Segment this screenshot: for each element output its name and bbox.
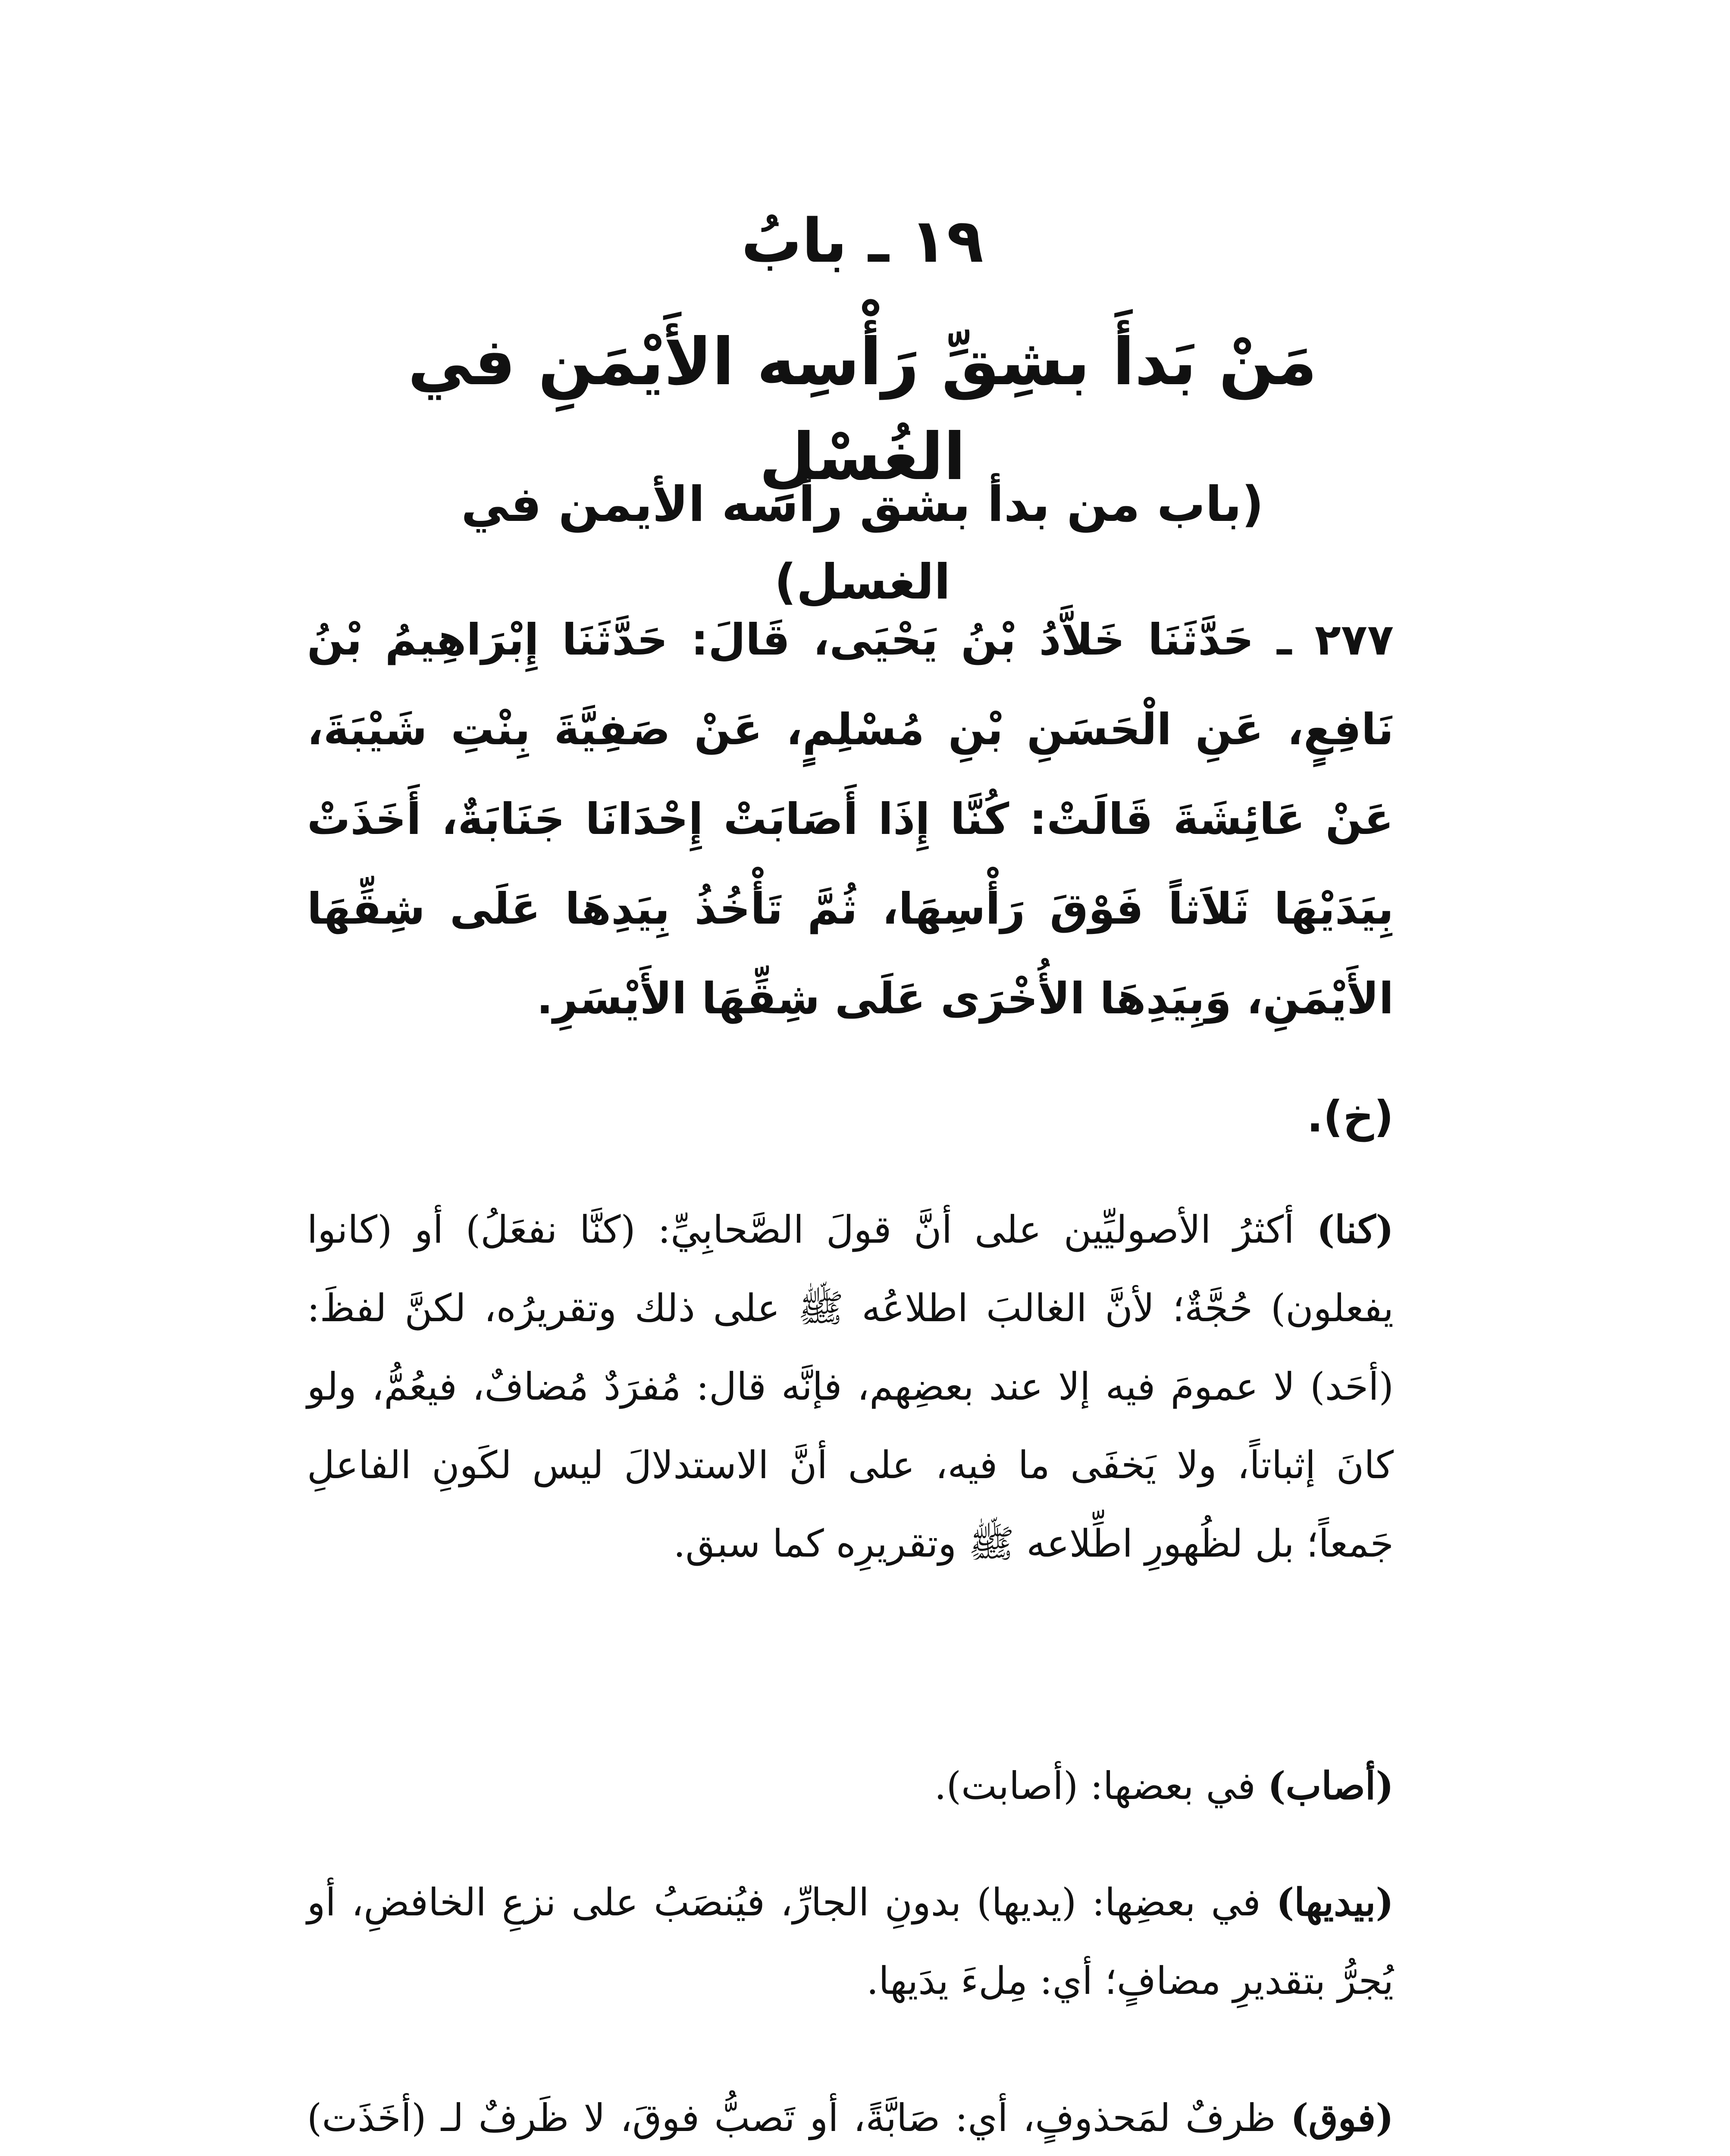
commentary-keyword: (فوق): [1290, 2095, 1394, 2140]
commentary-title: (باب من بدأ بشق رأسه الأيمن في الغسل): [461, 476, 1264, 610]
chapter-title: مَنْ بَدأَ بشِقِّ رَأْسِه الأَيْمَنِ في الغُسْلِ: [407, 325, 1317, 495]
hadith-source: (خ).: [1307, 1091, 1394, 1142]
chapter-number: ١٩ ـ بابُ: [741, 206, 984, 276]
commentary-keyword: (كنا): [1316, 1207, 1394, 1252]
commentary-text: ظرفٌ لمَحذوفٍ، أي: صَابَّةً، أو تَصبُّ فوقَ، لا ظَرفٌ لـ (أخَذَت): [307, 2096, 1276, 2140]
commentary-paragraph: [307, 2078, 1394, 2156]
commentary-text: أكثرُ الأصوليِّين على أنَّ قولَ الصَّحابِيِّ: (كنَّا نفعَلُ) أو (كانوا يفعلون) حُجَّةٌ؛ لأنَّ الغالبَ اطلاعُه ﷺ على ذلك وتقريرُه، لكنَّ لفظَ: (أحَد) لا عمومَ فيه إلا عند بعضِهم، فإنَّه قال: مُفرَدٌ مُضافٌ، فيعُمُّ، ولو كانَ إثباتاً، ولا يَخفَى ما فيه، على أنَّ الاستدلالَ ليس لكَونِ الفاعلِ جَمعاً؛ بل لظُهورِ اطِّلاعه ﷺ وتقريرِه كما سبق.: [307, 1207, 1394, 1566]
commentary-paragraph: [307, 1190, 1394, 1583]
commentary-paragraph: [307, 1746, 1394, 1825]
commentary-text: في بعضها: (أصابت).: [934, 1764, 1268, 1808]
hadith-text: ٢٧٧ ـ حَدَّثَنَا خَلاَّدُ بْنُ يَحْيَى، قَالَ: حَدَّثَنَا إِبْرَاهِيمُ بْنُ نَافِعٍ، عَنِ الْحَسَنِ بْنِ مُسْلِمٍ، عَنْ صَفِيَّةَ بِنْتِ شَيْبَةَ، عَنْ عَائِشَةَ قَالَتْ: كُنَّا إِذَا أَصَابَتْ إِحْدَانَا جَنَابَةٌ، أَخَذَتْ بِيَدَيْهَا ثَلاَثاً فَوْقَ رَأْسِهَا، ثُمَّ تَأْخُذُ بِيَدِهَا عَلَى شِقِّهَا الأَيْمَنِ، وَبِيَدِهَا الأُخْرَى عَلَى شِقِّهَا الأَيْسَرِ.: [307, 614, 1394, 1024]
commentary-keyword: (بيديها): [1276, 1880, 1394, 1924]
commentary-text: في بعضِها: (يديها) بدونِ الجارِّ، فيُنصَبُ على نزعِ الخافضِ، أو يُجرُّ بتقديرِ مضافٍ؛ أي: مِلءَ يدَيها.: [307, 1880, 1394, 2003]
commentary-paragraph: [307, 1863, 1394, 2020]
commentary-keyword: (أصاب): [1267, 1763, 1394, 1808]
